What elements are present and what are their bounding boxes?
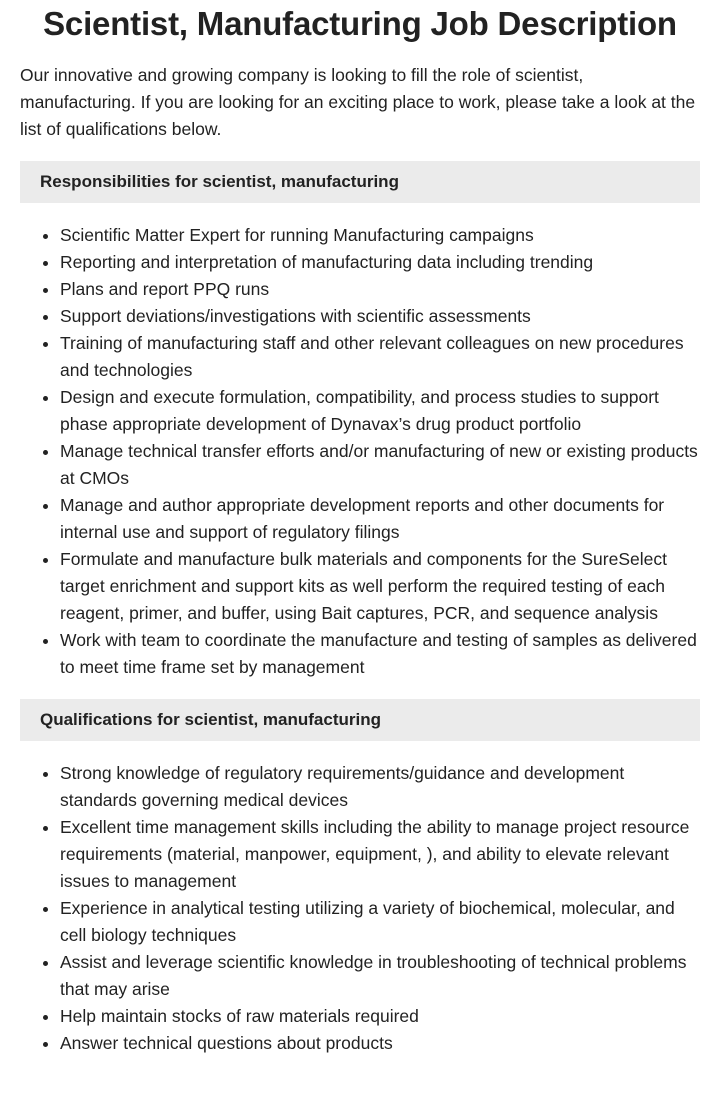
list-item: • Manage and author appropriate development reports and other documents for internal use and support of regulatory filings [60, 492, 700, 546]
list-item: • Experience in analytical testing utilizing a variety of biochemical, molecular, and cell biology techniques [60, 895, 700, 949]
list-item: • Reporting and interpretation of manufacturing data including trending [60, 249, 700, 276]
list-item: • Excellent time management skills including the ability to manage project resource requirements (material, manpower, equipment, ), and ability to elevate relevant issues to management [60, 814, 700, 895]
qualifications-list [20, 760, 700, 1057]
list-item: • Answer technical questions about products [60, 1030, 700, 1057]
list-item: • Design and execute formulation, compatibility, and process studies to support phase appropriate development of Dynavax’s drug product portfolio [60, 384, 700, 438]
responsibilities-list [20, 222, 700, 681]
list-item: • Manage technical transfer efforts and/or manufacturing of new or existing products at CMOs [60, 438, 700, 492]
list-item: • Assist and leverage scientific knowledge in troubleshooting of technical problems that may arise [60, 949, 700, 1003]
list-item: • Help maintain stocks of raw materials required [60, 1003, 700, 1030]
list-item: • Support deviations/investigations with scientific assessments [60, 303, 700, 330]
page-title: Scientist, Manufacturing Job Description [43, 5, 677, 42]
responsibilities-heading: Responsibilities for scientist, manufacturing [20, 161, 700, 203]
qualifications-heading: Qualifications for scientist, manufacturing [20, 699, 700, 741]
list-item: • Training of manufacturing staff and other relevant colleagues on new procedures and technologies [60, 330, 700, 384]
intro-text: Our innovative and growing company is looking to fill the role of scientist, manufacturing. If you are looking for an exciting place to work, please take a look at the list of qualifications below. [20, 65, 696, 139]
list-item: • Scientific Matter Expert for running Manufacturing campaigns [60, 222, 700, 249]
list-item: • Work with team to coordinate the manufacture and testing of samples as delivered to meet time frame set by management [60, 627, 700, 681]
list-item: • Strong knowledge of regulatory requirements/guidance and development standards governing medical devices [60, 760, 700, 814]
list-item: • Formulate and manufacture bulk materials and components for the SureSelect target enrichment and support kits as well perform the required testing of each reagent, primer, and buffer, using Bait captures, PCR, and sequence analysis [60, 546, 700, 627]
list-item: • Plans and report PPQ runs [60, 276, 700, 303]
